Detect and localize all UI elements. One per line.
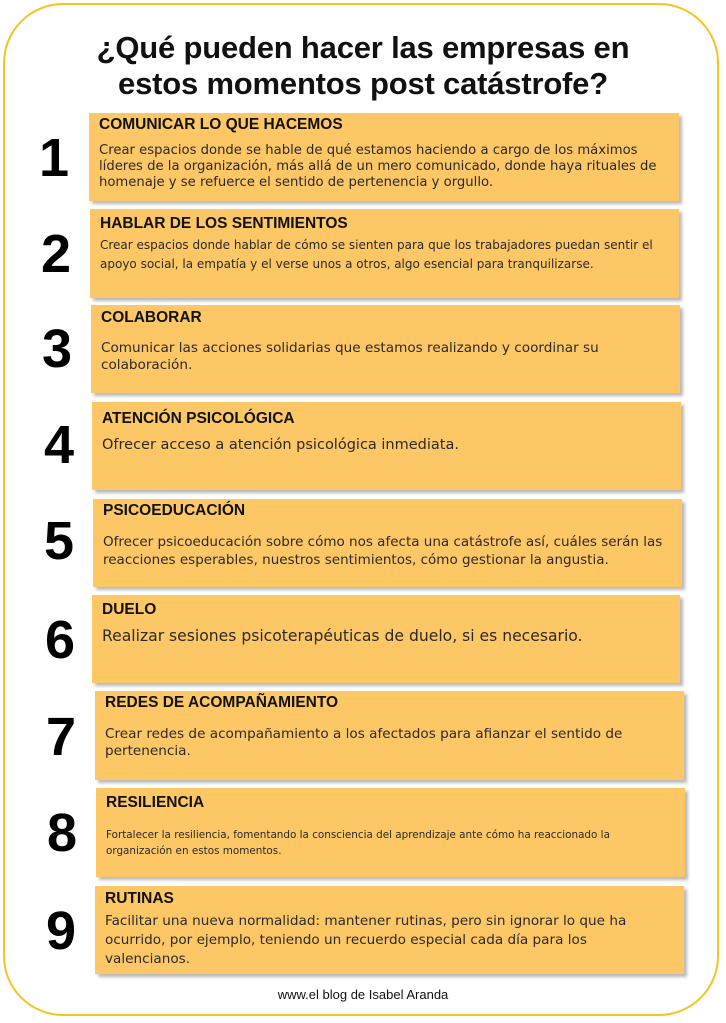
item-card-4: [92, 402, 681, 490]
item-heading-5: PSICOEDUCACIÓN: [103, 502, 246, 519]
item-text-3: Comunicar las acciones solidarias que estamos realizando y coordinar su colaboración.: [101, 340, 599, 373]
item-card-5: [93, 499, 682, 587]
item-heading-6: DUELO: [102, 601, 157, 618]
item-number-2: 2: [40, 224, 72, 284]
item-text-4: Ofrecer acceso a atención psicológica inmediata.: [102, 437, 459, 453]
item-heading-3: COLABORAR: [101, 309, 202, 326]
item-number-9: 9: [45, 901, 77, 961]
item-number-7: 7: [45, 707, 77, 767]
item-text-1: Crear espacios donde se hable de qué estamos haciendo a cargo de los máximos líderes de la organización, más allá de un mero comunicado, donde haya rituales de homenaje y se refuerce el sentido de pertenencia y orgullo.: [99, 143, 657, 190]
title-line-2: estos momentos post catástrofe?: [118, 66, 608, 101]
item-text-2: Crear espacios donde hablar de cómo se sienten para que los trabajadores puedan sentir el apoyo social, la empatía y el verse unos a otros, algo esencial para tranquilizarse.: [100, 238, 653, 271]
item-text-8: Fortalecer la resiliencia, fomentando la consciencia del aprendizaje ante cómo ha reaccionado la organización en estos momentos.: [106, 829, 610, 857]
item-card-1: [89, 113, 679, 201]
item-card-3: [91, 305, 680, 393]
item-text-5: Ofrecer psicoeducación sobre cómo nos afecta una catástrofe así, cuáles serán las reacciones esperables, nuestros sentimientos, cómo gestionar la angustia.: [103, 534, 663, 568]
item-card-8: [96, 788, 685, 877]
footer-credit: www.el blog de Isabel Aranda: [277, 987, 449, 1002]
item-heading-7: REDES DE ACOMPAÑAMIENTO: [105, 694, 339, 711]
item-text-7: Crear redes de acompañamiento a los afectados para afianzar el sentido de pertenencia.: [105, 726, 623, 759]
item-number-5: 5: [43, 511, 75, 571]
item-heading-8: RESILIENCIA: [106, 794, 205, 811]
item-heading-2: HABLAR DE LOS SENTIMIENTOS: [100, 215, 348, 232]
item-text-9: Facilitar una nueva normalidad: mantener rutinas, pero sin ignorar lo que ha ocurrido, por ejemplo, teniendo un recuerdo especial cada día para los valencianos.: [105, 913, 627, 967]
item-heading-9: RUTINAS: [105, 890, 174, 907]
item-text-6: Realizar sesiones psicoterapéuticas de duelo, si es necesario.: [102, 627, 583, 645]
item-heading-4: ATENCIÓN PSICOLÓGICA: [102, 410, 295, 427]
item-heading-1: COMUNICAR LO QUE HACEMOS: [99, 116, 343, 133]
item-number-8: 8: [46, 803, 78, 863]
page-title: [0, 30, 726, 102]
item-card-2: [90, 209, 679, 298]
item-card-7: [95, 691, 684, 780]
item-number-4: 4: [43, 415, 75, 475]
item-number-6: 6: [44, 610, 76, 670]
item-number-3: 3: [41, 319, 73, 379]
item-card-9: [95, 886, 684, 974]
title-line-1: ¿Qué pueden hacer las empresas en: [96, 30, 630, 65]
item-card-6: [92, 595, 680, 683]
item-number-1: 1: [38, 128, 70, 188]
